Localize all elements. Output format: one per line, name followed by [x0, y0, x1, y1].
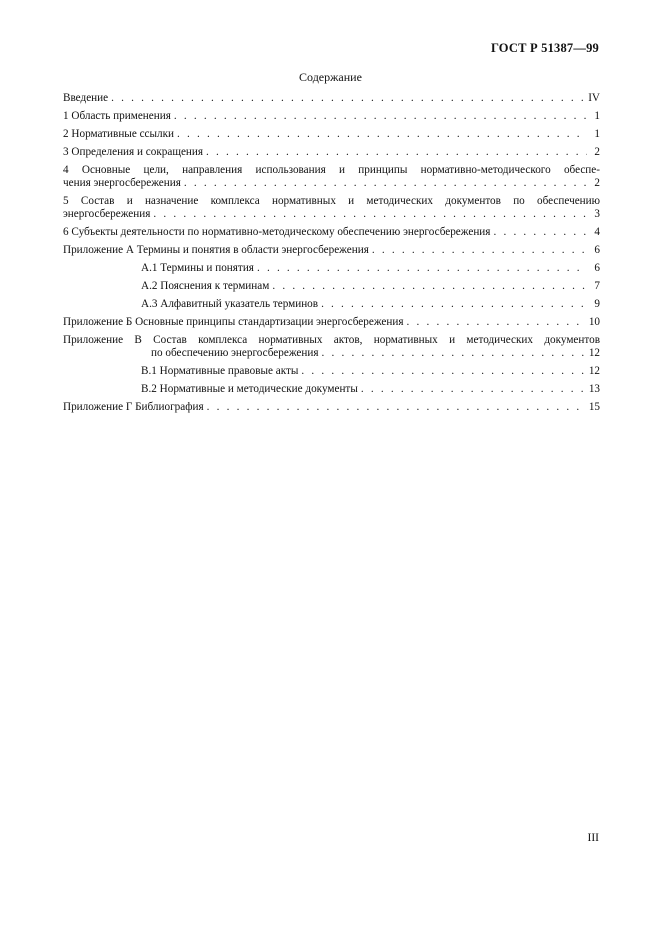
toc-entry-text: Введение	[63, 92, 109, 104]
toc-entry-text: Приложение А Термины и понятия в области энергосбережения	[63, 244, 369, 256]
toc-entry-section-6[interactable]	[63, 226, 600, 239]
toc-page-number: 12	[588, 347, 600, 359]
toc-entry-section-3[interactable]	[63, 146, 600, 159]
toc-entry-section-5[interactable]	[63, 195, 600, 221]
toc-page-number: 6	[594, 244, 600, 256]
toc-entry-a3[interactable]	[63, 298, 600, 311]
toc-page-number: 10	[588, 316, 600, 328]
toc-entry-text: А.1 Термины и понятия	[141, 262, 254, 274]
toc-entry-text: А.2 Пояснения к терминам	[141, 280, 270, 292]
toc-page-number: 1	[594, 110, 600, 122]
leader-dots	[407, 316, 586, 329]
toc-entry-section-2[interactable]	[63, 128, 600, 141]
leader-dots	[321, 298, 587, 311]
toc-entry-text: Приложение Г Библиография	[63, 401, 204, 413]
toc-entry-v2[interactable]	[63, 383, 600, 396]
toc-entry-text: энергосбережения	[63, 208, 151, 220]
toc-entry-text: В.1 Нормативные правовые акты	[141, 365, 299, 377]
toc-entry-v1[interactable]	[63, 365, 600, 378]
toc-entry-appendix-v[interactable]	[63, 334, 600, 360]
leader-dots	[207, 401, 586, 414]
leader-dots	[206, 146, 587, 159]
toc-title: Содержание	[299, 70, 362, 84]
toc-entry-appendix-a[interactable]	[63, 244, 600, 257]
toc-entry-text: 3 Определения и сокращения	[63, 146, 204, 158]
toc-entry-introduction[interactable]	[63, 92, 600, 105]
toc-entry-text: 6 Субъекты деятельности по нормативно-методическому обеспечению энергосбережения	[63, 226, 491, 238]
toc-page-number: 9	[594, 298, 600, 310]
toc-page-number: 13	[588, 383, 600, 395]
toc-entry-text: В.2 Нормативные и методические документы	[141, 383, 358, 395]
document-designation: ГОСТ Р 51387—99	[490, 41, 599, 55]
toc-entry-text: Приложение Б Основные принципы стандартизации энергосбережения	[63, 316, 404, 328]
leader-dots	[111, 92, 585, 105]
leader-dots	[272, 280, 587, 293]
leader-dots	[322, 347, 586, 360]
leader-dots	[301, 365, 585, 378]
leader-dots	[184, 177, 587, 190]
toc-entry-text-line1: 5 Состав и назначение комплекса нормативных и методических документов по обеспечению	[63, 195, 600, 207]
toc-entry-section-1[interactable]	[63, 110, 600, 123]
leader-dots	[174, 110, 587, 123]
toc-page-number: 4	[594, 226, 600, 238]
toc-page-number: 2	[594, 177, 600, 189]
toc-entry-a1[interactable]	[63, 262, 600, 275]
toc-entry-text: чения энергосбережения	[63, 177, 181, 189]
toc-entry-appendix-g[interactable]	[63, 401, 600, 414]
leader-dots	[361, 383, 586, 396]
toc-entry-text-line1: Приложение В Состав комплекса нормативных актов, нормативных и методических документов	[63, 334, 600, 346]
leader-dots	[177, 128, 587, 141]
toc-page-number: 12	[588, 365, 600, 377]
toc-page-number: 7	[594, 280, 600, 292]
page-number: III	[587, 832, 599, 844]
toc-page-number: 6	[594, 262, 600, 274]
toc-entry-text: А.3 Алфавитный указатель терминов	[141, 298, 319, 310]
toc-page-number: 15	[588, 401, 600, 413]
toc-page-number: 3	[594, 208, 600, 220]
toc-page-number: IV	[588, 92, 600, 104]
table-of-contents	[63, 92, 600, 414]
leader-dots	[372, 244, 587, 257]
leader-dots	[153, 208, 587, 221]
leader-dots	[257, 262, 587, 275]
toc-entry-a2[interactable]	[63, 280, 600, 293]
toc-entry-text: 1 Область применения	[63, 110, 171, 122]
leader-dots	[493, 226, 587, 239]
toc-page-number: 2	[594, 146, 600, 158]
toc-entry-text-line1: 4 Основные цели, направления использования и принципы нормативно-методического обеспе-	[63, 164, 600, 176]
toc-entry-appendix-b[interactable]	[63, 316, 600, 329]
toc-entry-section-4[interactable]	[63, 164, 600, 190]
toc-entry-text: 2 Нормативные ссылки	[63, 128, 175, 140]
toc-entry-text: по обеспечению энергосбережения	[151, 347, 319, 359]
toc-page-number: 1	[594, 128, 600, 140]
